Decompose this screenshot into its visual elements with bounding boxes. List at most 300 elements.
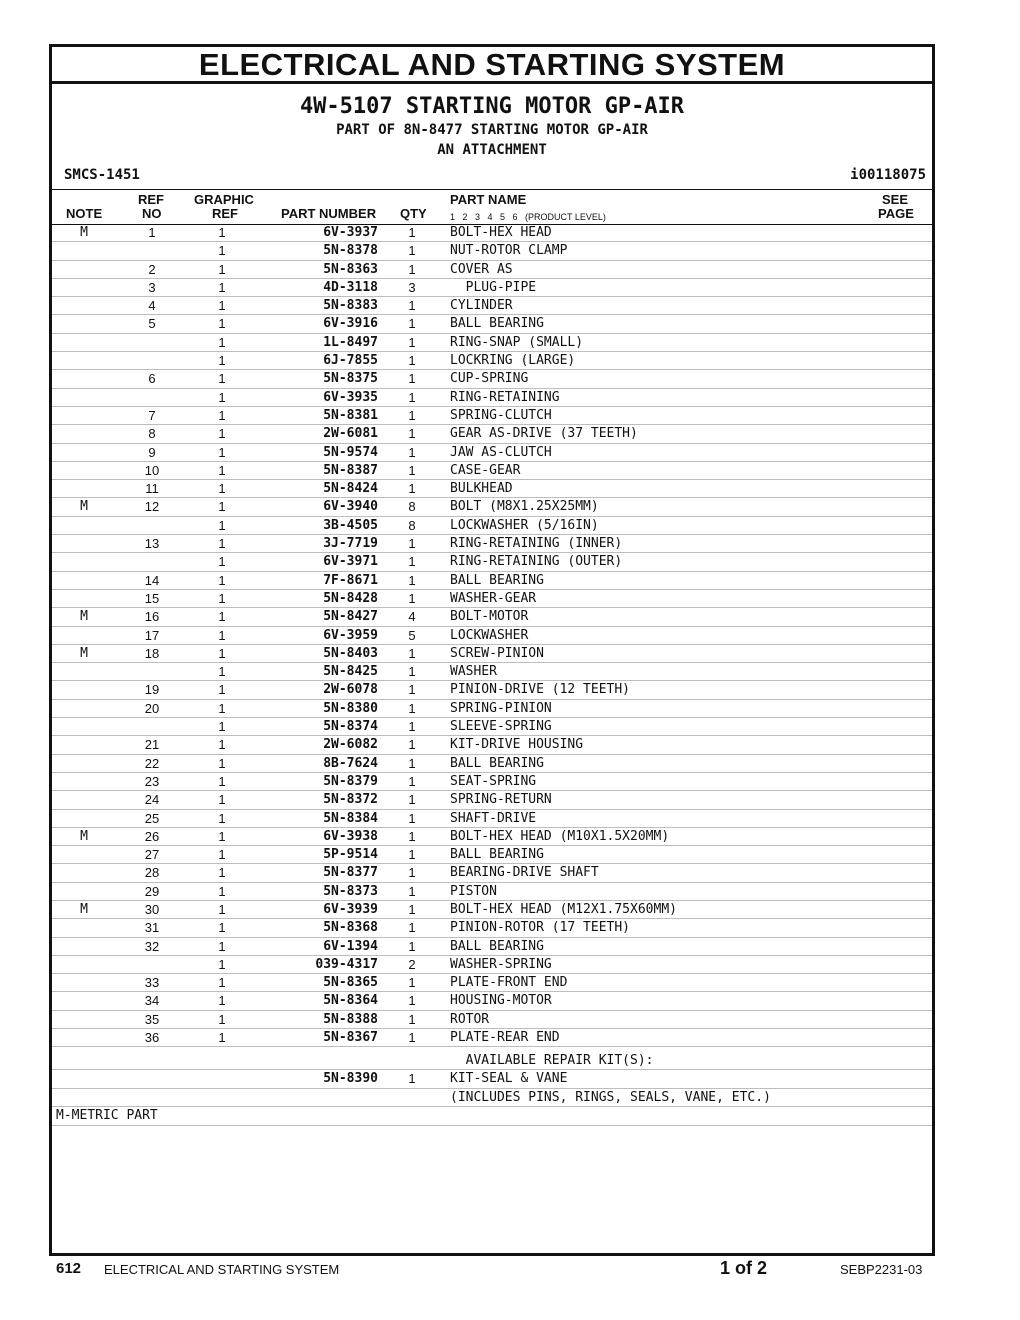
part-number: 5N-8380 [323, 700, 378, 716]
part-name: SHAFT-DRIVE [450, 810, 537, 826]
ref-no: 19 [144, 682, 160, 698]
part-name: RING-RETAINING (INNER) [450, 536, 623, 552]
part-name: COVER AS [450, 261, 513, 277]
part-number: 6V-3940 [323, 499, 378, 515]
kit-heading-row [52, 1047, 932, 1070]
part-name: WASHER-SPRING [450, 956, 552, 972]
table-row [52, 608, 932, 626]
part-name: BALL BEARING [450, 316, 544, 332]
qty: 1 [408, 1030, 416, 1046]
table-row [52, 590, 932, 608]
qty: 1 [408, 993, 416, 1009]
qty: 1 [408, 700, 416, 716]
part-name: PISTON [450, 883, 497, 899]
qty: 1 [408, 975, 416, 991]
qty: 1 [408, 755, 416, 771]
ref-no: 34 [144, 993, 160, 1009]
graphic-ref: 1 [218, 279, 226, 295]
table-row [52, 480, 932, 498]
qty: 1 [408, 298, 416, 314]
qty: 1 [408, 920, 416, 936]
col-see-top: SEE [882, 192, 909, 207]
part-number: 5N-8374 [323, 719, 378, 735]
document-number: SEBP2231-03 [840, 1262, 923, 1277]
graphic-ref: 1 [218, 664, 226, 680]
qty: 1 [408, 810, 416, 826]
kit-row [52, 1070, 932, 1088]
qty: 1 [408, 682, 416, 698]
col-graphic-bottom: REF [212, 206, 238, 221]
note: M [80, 609, 88, 625]
part-number: 5N-8377 [323, 865, 378, 881]
part-name: LOCKWASHER (5/16IN) [450, 517, 599, 533]
table-row [52, 992, 932, 1010]
metric-note: M-METRIC PART [56, 1107, 158, 1123]
graphic-ref: 1 [218, 719, 226, 735]
part-name: SLEEVE-SPRING [450, 719, 552, 735]
part-number: 5N-8363 [323, 261, 378, 277]
ref-no: 1 [148, 225, 156, 240]
ref-no: 32 [144, 938, 160, 954]
ref-no: 29 [144, 883, 160, 899]
part-number: 3B-4505 [323, 517, 378, 533]
column-headers [52, 189, 932, 225]
graphic-ref: 1 [218, 590, 226, 606]
part-name: WASHER [450, 664, 497, 680]
ref-no: 20 [144, 700, 160, 716]
table-row [52, 261, 932, 279]
part-of-line: PART OF 8N-8477 STARTING MOTOR GP-AIR [336, 122, 648, 138]
table-row [52, 352, 932, 370]
table-row [52, 974, 932, 992]
qty: 5 [408, 627, 416, 643]
table-row [52, 462, 932, 480]
part-name: BOLT-HEX HEAD [450, 225, 552, 240]
part-name: PINION-DRIVE (12 TEETH) [450, 682, 631, 698]
ref-no: 25 [144, 810, 160, 826]
ref-no: 33 [144, 975, 160, 991]
part-name: BALL BEARING [450, 755, 544, 771]
ref-no: 22 [144, 755, 160, 771]
table-row [52, 389, 932, 407]
graphic-ref: 1 [218, 792, 226, 808]
part-name: RING-RETAINING (OUTER) [450, 554, 623, 570]
kit-name: KIT-SEAL & VANE [450, 1071, 568, 1087]
part-name: BOLT-MOTOR [450, 609, 529, 625]
table-row [52, 1029, 932, 1047]
smcs-row [52, 165, 932, 187]
qty: 1 [408, 426, 416, 442]
qty: 1 [408, 334, 416, 350]
qty: 8 [408, 499, 416, 515]
note: M [80, 225, 88, 240]
part-number: 5N-8384 [323, 810, 378, 826]
part-name: KIT-DRIVE HOUSING [450, 737, 584, 753]
part-number: 039-4317 [315, 956, 378, 972]
page-number: 612 [56, 1260, 82, 1277]
page-title: ELECTRICAL AND STARTING SYSTEM [52, 47, 932, 84]
graphic-ref: 1 [218, 938, 226, 954]
qty: 1 [408, 554, 416, 570]
graphic-ref: 1 [218, 993, 226, 1009]
part-number: 5N-8373 [323, 883, 378, 899]
part-number: 5N-8424 [323, 481, 378, 497]
part-number: 5N-8383 [323, 298, 378, 314]
part-name: BULKHEAD [450, 481, 513, 497]
part-number: 7F-8671 [323, 572, 378, 588]
graphic-ref: 1 [218, 316, 226, 332]
ref-no: 11 [145, 481, 159, 497]
part-name: JAW AS-CLUTCH [450, 444, 552, 460]
table-row [52, 553, 932, 571]
graphic-ref: 1 [218, 810, 226, 826]
graphic-ref: 1 [218, 1030, 226, 1046]
table-row [52, 572, 932, 590]
page-of: 1 of 2 [720, 1258, 768, 1278]
qty: 1 [408, 865, 416, 881]
graphic-ref: 1 [218, 773, 226, 789]
qty: 1 [408, 536, 416, 552]
col-see-bottom: PAGE [878, 206, 914, 221]
ref-no: 14 [144, 572, 160, 588]
part-name: CYLINDER [450, 298, 513, 314]
ref-no: 4 [148, 298, 156, 314]
part-number: 5N-8364 [323, 993, 378, 1009]
graphic-ref: 1 [218, 572, 226, 588]
qty: 1 [408, 664, 416, 680]
qty: 1 [408, 444, 416, 460]
qty: 1 [408, 389, 416, 405]
part-name: HOUSING-MOTOR [450, 993, 552, 1009]
part-number: 6V-3916 [323, 316, 378, 332]
part-name: LOCKWASHER [450, 627, 529, 643]
part-name: BALL BEARING [450, 938, 544, 954]
part-name: PINION-ROTOR (17 TEETH) [450, 920, 631, 936]
kit-part-number: 5N-8390 [323, 1071, 378, 1087]
qty: 1 [408, 792, 416, 808]
part-number: 6V-3937 [323, 225, 378, 240]
ref-no: 6 [148, 371, 156, 387]
part-number: 5N-8367 [323, 1030, 378, 1046]
graphic-ref: 1 [218, 462, 226, 478]
ref-no: 10 [144, 462, 160, 478]
ref-no: 23 [144, 773, 160, 789]
graphic-ref: 1 [218, 407, 226, 423]
graphic-ref: 1 [218, 828, 226, 844]
part-number: 5N-8365 [323, 975, 378, 991]
ref-no: 12 [144, 499, 160, 515]
ref-no: 18 [144, 645, 160, 661]
table-row [52, 864, 932, 882]
table-row [52, 498, 932, 516]
part-name: GEAR AS-DRIVE (37 TEETH) [450, 426, 638, 442]
qty: 8 [408, 517, 416, 533]
part-name: SEAT-SPRING [450, 773, 537, 789]
graphic-ref: 1 [218, 481, 226, 497]
group-title: 4W-5107 STARTING MOTOR GP-AIR [299, 94, 685, 119]
ref-no: 3 [148, 279, 156, 295]
page-footer [0, 1258, 1020, 1282]
table-row [52, 535, 932, 553]
part-number: 5N-8379 [323, 773, 378, 789]
col-ref-bottom: NO [142, 206, 162, 221]
part-number: 6V-1394 [323, 938, 378, 954]
note: M [80, 499, 88, 515]
metric-note-row [52, 1107, 932, 1126]
part-name: ROTOR [450, 1011, 490, 1027]
part-number: 3J-7719 [323, 536, 378, 552]
table-row [52, 370, 932, 388]
table-row [52, 828, 932, 846]
table-row [52, 315, 932, 333]
part-number: 5N-8381 [323, 407, 378, 423]
parts-page-frame [49, 44, 935, 1256]
part-name: BOLT (M8X1.25X25MM) [450, 499, 599, 515]
part-name: RING-RETAINING [450, 389, 560, 405]
table-row [52, 901, 932, 919]
ref-no: 7 [148, 407, 156, 423]
illustration-id: i00118075 [850, 167, 926, 183]
qty: 1 [408, 225, 416, 240]
ref-no: 17 [144, 627, 160, 643]
part-name: PLATE-FRONT END [450, 975, 568, 991]
part-name: BEARING-DRIVE SHAFT [450, 865, 599, 881]
part-number: 5N-8428 [323, 590, 378, 606]
qty: 1 [408, 1011, 416, 1027]
part-number: 6V-3971 [323, 554, 378, 570]
graphic-ref: 1 [218, 975, 226, 991]
col-note: NOTE [66, 206, 103, 221]
part-number: 2W-6082 [323, 737, 378, 753]
ref-no: 15 [144, 590, 160, 606]
part-name: CUP-SPRING [450, 371, 529, 387]
part-name: RING-SNAP (SMALL) [450, 334, 584, 350]
graphic-ref: 1 [218, 499, 226, 515]
table-row [52, 700, 932, 718]
part-number: 2W-6078 [323, 682, 378, 698]
ref-no: 16 [144, 609, 160, 625]
ref-no: 27 [144, 847, 160, 863]
part-name: BOLT-HEX HEAD (M12X1.75X60MM) [450, 901, 677, 917]
qty: 1 [408, 316, 416, 332]
part-name: PLUG-PIPE [450, 279, 537, 295]
table-row [52, 425, 932, 443]
part-number: 6V-3939 [323, 901, 378, 917]
table-row [52, 956, 932, 974]
part-number: 6J-7855 [323, 353, 378, 369]
table-row [52, 681, 932, 699]
ref-no: 9 [148, 444, 156, 460]
kit-includes: (INCLUDES PINS, RINGS, SEALS, VANE, ETC.) [450, 1089, 771, 1105]
part-number: 5N-8427 [323, 609, 378, 625]
part-name: BALL BEARING [450, 572, 544, 588]
graphic-ref: 1 [218, 865, 226, 881]
note: M [80, 645, 88, 661]
graphic-ref: 1 [218, 353, 226, 369]
part-name: BALL BEARING [450, 847, 544, 863]
part-number: 5N-9574 [323, 444, 378, 460]
qty: 1 [408, 901, 416, 917]
graphic-ref: 1 [218, 682, 226, 698]
table-row [52, 938, 932, 956]
table-row [52, 407, 932, 425]
table-row [52, 791, 932, 809]
table-row [52, 810, 932, 828]
table-row [52, 334, 932, 352]
graphic-ref: 1 [218, 444, 226, 460]
part-number: 8B-7624 [323, 755, 378, 771]
part-name: SPRING-RETURN [450, 792, 552, 808]
ref-no: 35 [144, 1011, 160, 1027]
graphic-ref: 1 [218, 389, 226, 405]
kit-heading: AVAILABLE REPAIR KIT(S): [450, 1053, 654, 1069]
qty: 1 [408, 719, 416, 735]
graphic-ref: 1 [218, 645, 226, 661]
part-name: WASHER-GEAR [450, 590, 537, 606]
table-row [52, 645, 932, 663]
part-number: 6V-3938 [323, 828, 378, 844]
qty: 1 [408, 645, 416, 661]
qty: 2 [408, 956, 416, 972]
graphic-ref: 1 [218, 627, 226, 643]
attachment-line: AN ATTACHMENT [437, 142, 547, 158]
smcs-code: SMCS-1451 [64, 167, 140, 183]
graphic-ref: 1 [218, 298, 226, 314]
qty: 3 [408, 279, 416, 295]
part-number: 2W-6081 [323, 426, 378, 442]
part-number: 1L-8497 [323, 334, 378, 350]
table-row [52, 444, 932, 462]
part-name: SCREW-PINION [450, 645, 544, 661]
graphic-ref: 1 [218, 1011, 226, 1027]
kit-qty: 1 [408, 1071, 416, 1087]
ref-no: 21 [144, 737, 160, 753]
table-row [52, 736, 932, 754]
parts-table [52, 224, 932, 1126]
note: M [80, 828, 88, 844]
part-name: SPRING-PINION [450, 700, 552, 716]
qty: 1 [408, 572, 416, 588]
part-name: PLATE-REAR END [450, 1030, 560, 1046]
part-number: 5N-8372 [323, 792, 378, 808]
graphic-ref: 1 [218, 554, 226, 570]
ref-no: 2 [148, 261, 156, 277]
part-number: 5N-8375 [323, 371, 378, 387]
qty: 1 [408, 938, 416, 954]
col-part-number: PART NUMBER [281, 206, 377, 221]
graphic-ref: 1 [218, 901, 226, 917]
graphic-ref: 1 [218, 883, 226, 899]
ref-no: 26 [144, 828, 160, 844]
qty: 1 [408, 407, 416, 423]
part-number: 6V-3959 [323, 627, 378, 643]
ref-no: 5 [148, 316, 156, 332]
part-name: SPRING-CLUTCH [450, 407, 552, 423]
table-row [52, 242, 932, 260]
part-number: 4D-3118 [323, 279, 378, 295]
col-ref-top: REF [138, 192, 164, 207]
graphic-ref: 1 [218, 847, 226, 863]
part-name: CASE-GEAR [450, 462, 521, 478]
ref-no: 28 [144, 865, 160, 881]
col-graphic-top: GRAPHIC [194, 192, 254, 207]
part-number: 5P-9514 [323, 847, 378, 863]
graphic-ref: 1 [218, 920, 226, 936]
qty: 1 [408, 773, 416, 789]
table-row [52, 627, 932, 645]
part-number: 5N-8388 [323, 1011, 378, 1027]
table-row [52, 663, 932, 681]
table-row [52, 773, 932, 791]
part-name: BOLT-HEX HEAD (M10X1.5X20MM) [450, 828, 670, 844]
ref-no: 24 [144, 792, 160, 808]
col-product-level: 1 2 3 4 5 6 (PRODUCT LEVEL) [450, 212, 606, 222]
qty: 1 [408, 590, 416, 606]
part-number: 5N-8368 [323, 920, 378, 936]
part-name: NUT-ROTOR CLAMP [450, 243, 568, 259]
note: M [80, 901, 88, 917]
graphic-ref: 1 [218, 755, 226, 771]
table-row [52, 279, 932, 297]
qty: 4 [408, 609, 416, 625]
qty: 1 [408, 353, 416, 369]
qty: 1 [408, 371, 416, 387]
graphic-ref: 1 [218, 261, 226, 277]
table-row [52, 224, 932, 242]
part-number: 5N-8378 [323, 243, 378, 259]
table-row [52, 297, 932, 315]
table-row [52, 718, 932, 736]
qty: 1 [408, 261, 416, 277]
qty: 1 [408, 481, 416, 497]
qty: 1 [408, 462, 416, 478]
graphic-ref: 1 [218, 700, 226, 716]
ref-no: 30 [144, 901, 160, 917]
graphic-ref: 1 [218, 334, 226, 350]
part-number: 5N-8425 [323, 664, 378, 680]
qty: 1 [408, 883, 416, 899]
table-row [52, 517, 932, 535]
ref-no: 31 [144, 920, 160, 936]
part-name: LOCKRING (LARGE) [450, 353, 576, 369]
graphic-ref: 1 [218, 517, 226, 533]
graphic-ref: 1 [218, 737, 226, 753]
part-number: 6V-3935 [323, 389, 378, 405]
graphic-ref: 1 [218, 243, 226, 259]
ref-no: 36 [144, 1030, 160, 1046]
graphic-ref: 1 [218, 956, 226, 972]
qty: 1 [408, 737, 416, 753]
graphic-ref: 1 [218, 371, 226, 387]
graphic-ref: 1 [218, 426, 226, 442]
table-row [52, 883, 932, 901]
qty: 1 [408, 847, 416, 863]
part-number: 5N-8403 [323, 645, 378, 661]
graphic-ref: 1 [218, 225, 226, 240]
table-row [52, 846, 932, 864]
footer-section: ELECTRICAL AND STARTING SYSTEM [104, 1262, 340, 1277]
col-part-name: PART NAME [450, 192, 527, 207]
col-qty: QTY [400, 206, 427, 221]
ref-no: 13 [144, 536, 160, 552]
qty: 1 [408, 828, 416, 844]
graphic-ref: 1 [218, 609, 226, 625]
ref-no: 8 [148, 426, 156, 442]
qty: 1 [408, 243, 416, 259]
table-row [52, 1011, 932, 1029]
table-row [52, 755, 932, 773]
part-number: 5N-8387 [323, 462, 378, 478]
